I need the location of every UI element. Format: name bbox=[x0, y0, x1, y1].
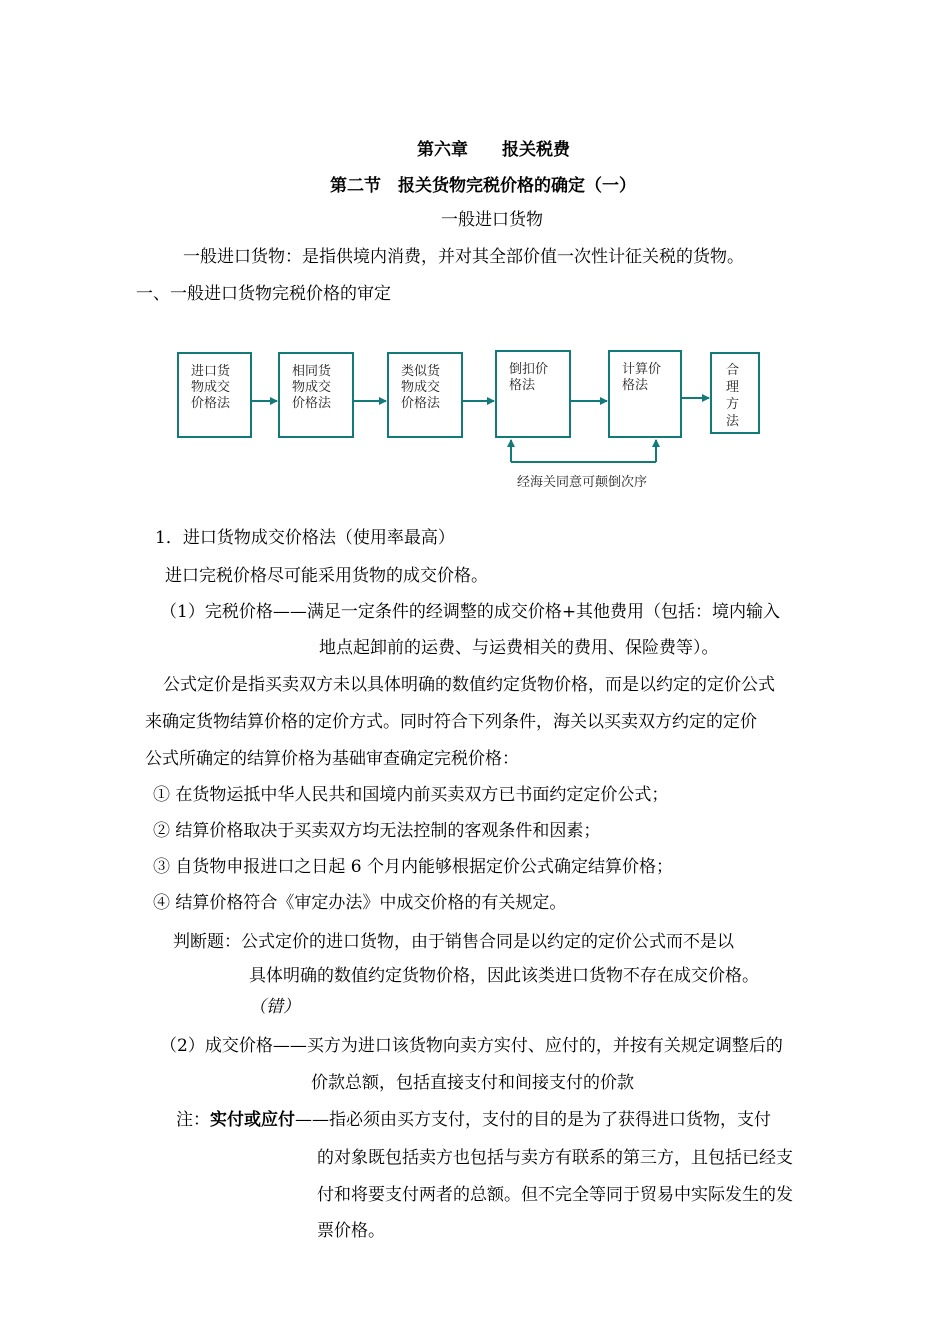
p1-line-1: （1）完税价格——满足一定条件的经调整的成交价格+其他费用（包括：境内输入 bbox=[160, 602, 781, 622]
formula-line-2: 来确定货物结算价格的定价方式。同时符合下列条件，海关以买卖双方约定的定价 bbox=[145, 712, 757, 732]
note-prefix: 注： bbox=[176, 1110, 210, 1130]
subtitle: 一般进口货物 bbox=[441, 210, 543, 230]
p2-line-2: 价款总额，包括直接支付和间接支付的价款 bbox=[311, 1073, 634, 1093]
formula-line-3: 公式所确定的结算价格为基础审查确定完税价格： bbox=[145, 749, 519, 769]
flow-box-deductive: 倒扣价 格法 bbox=[495, 350, 571, 438]
p2-line-1: （2）成交价格——买方为进口该货物向卖方实付、应付的，并按有关规定调整后的 bbox=[160, 1036, 783, 1056]
chapter-title: 第六章 报关税费 bbox=[417, 140, 570, 160]
condition-3: ③ 自货物申报进口之日起 6 个月内能够根据定价公式确定结算价格； bbox=[153, 857, 674, 877]
condition-1: ① 在货物运抵中华人民共和国境内前买卖双方已书面约定定价公式； bbox=[153, 785, 669, 805]
item-1-heading: 1．进口货物成交价格法（使用率最高） bbox=[155, 528, 455, 548]
flow-box-computed: 计算价 格法 bbox=[608, 350, 682, 438]
note-line-3: 付和将要支付两者的总额。但不完全等同于贸易中实际发生的发 bbox=[317, 1185, 793, 1205]
note-line-4: 票价格。 bbox=[317, 1221, 385, 1241]
flowchart-connectors bbox=[0, 0, 950, 500]
note-line-2: 的对象既包括卖方也包括与卖方有联系的第三方，且包括已经支 bbox=[317, 1148, 793, 1168]
p1-line-2: 地点起卸前的运费、与运费相关的费用、保险费等）。 bbox=[319, 638, 719, 658]
section-title: 第二节 报关货物完税价格的确定（一） bbox=[330, 176, 636, 196]
judge-line-1: 判断题：公式定价的进口货物，由于销售合同是以约定的定价公式而不是以 bbox=[173, 932, 734, 952]
flow-box-identical-goods: 相同货 物成交 价格法 bbox=[278, 352, 354, 438]
heading-1: 一、一般进口货物完税价格的审定 bbox=[136, 284, 391, 304]
flow-box-similar-goods: 类似货 物成交 价格法 bbox=[387, 352, 463, 438]
judge-answer: （错） bbox=[249, 997, 300, 1017]
definition-paragraph: 一般进口货物：是指供境内消费，并对其全部价值一次性计征关税的货物。 bbox=[183, 247, 744, 267]
note-term: 实付或应付 bbox=[210, 1110, 295, 1130]
flow-box-reasonable: 合 理 方 法 bbox=[710, 352, 760, 434]
item-1-description: 进口完税价格尽可能采用货物的成交价格。 bbox=[165, 566, 488, 586]
note-line-1 bbox=[176, 1109, 771, 1131]
condition-4: ④ 结算价格符合《审定办法》中成交价格的有关规定。 bbox=[153, 893, 567, 913]
flow-box-transaction-value: 进口货 物成交 价格法 bbox=[177, 352, 252, 438]
formula-line-1: 公式定价是指买卖双方未以具体明确的数值约定货物价格，而是以约定的定价公式 bbox=[163, 675, 775, 695]
note-line-1-rest: ——指必须由买方支付，支付的目的是为了获得进口货物，支付 bbox=[295, 1110, 771, 1130]
flow-note: 经海关同意可颠倒次序 bbox=[517, 475, 648, 490]
condition-2: ② 结算价格取决于买卖双方均无法控制的客观条件和因素； bbox=[153, 821, 601, 841]
judge-line-2: 具体明确的数值约定货物价格，因此该类进口货物不存在成交价格。 bbox=[249, 966, 759, 986]
